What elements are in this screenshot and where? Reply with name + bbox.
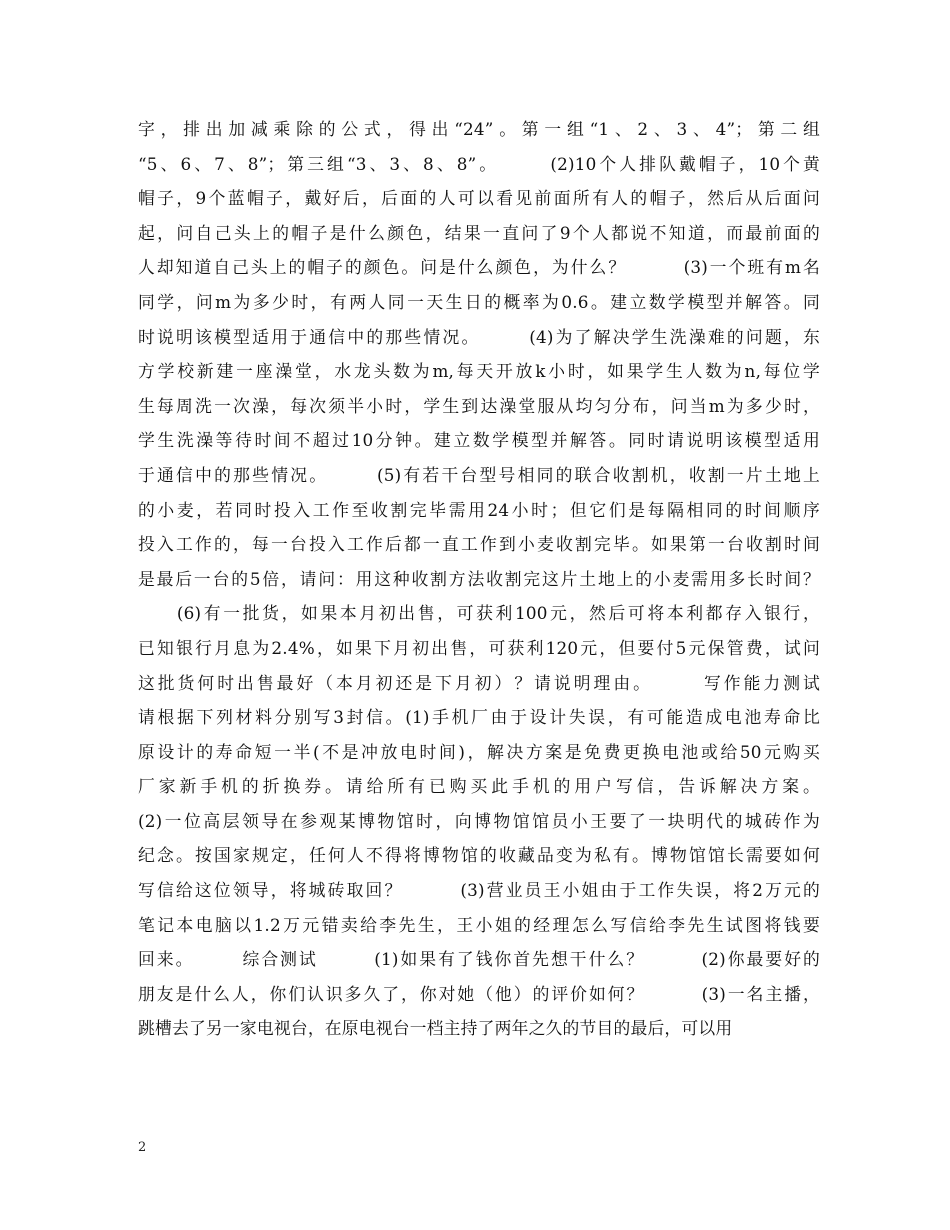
text-line-15: (6)有一批货，如果本月初出售，可获利100元，然后可将本利都存入银行， bbox=[138, 603, 820, 624]
text-line-14: 是最后一台的5倍，请问：用这种收割方法收割完这片土地上的小麦需用多长时间？ bbox=[138, 568, 820, 589]
text-line-25: 回来。 综合测试 (1)如果有了钱你首先想干什么？ (2)你最要好的 bbox=[138, 949, 820, 970]
text-line-23: 写信给这位领导，将城砖取回？ (3)营业员王小姐由于工作失误，将2万元的 bbox=[138, 880, 820, 901]
text-line-16: 已知银行月息为2.4%，如果下月初出售，可获利120元，但要付5元保管费，试问 bbox=[138, 637, 820, 658]
text-line-13: 投入工作的，每一台投入工作后都一直工作到小麦收割完毕。如果第一台收割时间 bbox=[138, 534, 820, 555]
text-line-6: 同学，问m为多少时，有两人同一天生日的概率为0.6。建立数学模型并解答。同 bbox=[138, 291, 820, 312]
text-line-21: (2)一位高层领导在参观某博物馆时，向博物馆馆员小王要了一块明代的城砖作为 bbox=[138, 810, 820, 831]
text-line-3: 帽子，9个蓝帽子，戴好后，后面的人可以看见前面所有人的帽子，然后从后面问 bbox=[138, 188, 820, 209]
text-line-5: 人却知道自己头上的帽子的颜色。问是什么颜色，为什么？ (3)一个班有m名 bbox=[138, 257, 820, 278]
body-text bbox=[138, 112, 820, 1046]
text-line-7: 时说明该模型适用于通信中的那些情况。 (4)为了解决学生洗澡难的问题，东 bbox=[138, 326, 820, 347]
text-line-9: 生每周洗一次澡，每次须半小时，学生到达澡堂服从均匀分布，问当m为多少时， bbox=[138, 395, 820, 416]
text-line-17: 这批货何时出售最好（本月初还是下月初）？请说明理由。 写作能力测试 bbox=[138, 672, 820, 693]
text-line-22: 纪念。按国家规定，任何人不得将博物馆的收藏品变为私有。博物馆馆长需要如何 bbox=[138, 845, 820, 866]
page-number: 2 bbox=[138, 1140, 147, 1155]
text-line-27: 跳槽去了另一家电视台，在原电视台一档主持了两年之久的节目的最后，可以用 bbox=[138, 1018, 733, 1039]
text-line-8: 方学校新建一座澡堂，水龙头数为m,每天开放k小时，如果学生人数为n,每位学 bbox=[138, 361, 820, 382]
text-line-26: 朋友是什么人，你们认识多久了，你对她（他）的评价如何？ (3)一名主播， bbox=[138, 983, 820, 1004]
text-line-1: 字，排出加减乘除的公式，得出“24”。第一组“1、2、3、4”；第二组 bbox=[138, 119, 820, 139]
text-line-2: “5、6、7、8”；第三组“3、3、8、8”。 (2)10个人排队戴帽子，10个黄 bbox=[138, 153, 820, 174]
text-line-4: 起，问自己头上的帽子是什么颜色，结果一直问了9个人都说不知道，而最前面的 bbox=[138, 222, 820, 243]
text-line-11: 于通信中的那些情况。 (5)有若干台型号相同的联合收割机，收割一片土地上 bbox=[138, 464, 820, 485]
text-line-12: 的小麦，若同时投入工作至收割完毕需用24小时；但它们是每隔相同的时间顺序 bbox=[138, 499, 820, 520]
text-line-20: 厂家新手机的折换券。请给所有已购买此手机的用户写信，告诉解决方案。 bbox=[138, 776, 820, 797]
text-line-10: 学生洗澡等待时间不超过10分钟。建立数学模型并解答。同时请说明该模型适用 bbox=[138, 430, 820, 451]
text-line-18: 请根据下列材料分别写3封信。(1)手机厂由于设计失误，有可能造成电池寿命比 bbox=[138, 707, 820, 728]
text-line-24: 笔记本电脑以1.2万元错卖给李先生，王小姐的经理怎么写信给李先生试图将钱要 bbox=[138, 914, 820, 935]
text-line-19: 原设计的寿命短一半(不是冲放电时间)，解决方案是免费更换电池或给50元购买 bbox=[138, 741, 820, 762]
